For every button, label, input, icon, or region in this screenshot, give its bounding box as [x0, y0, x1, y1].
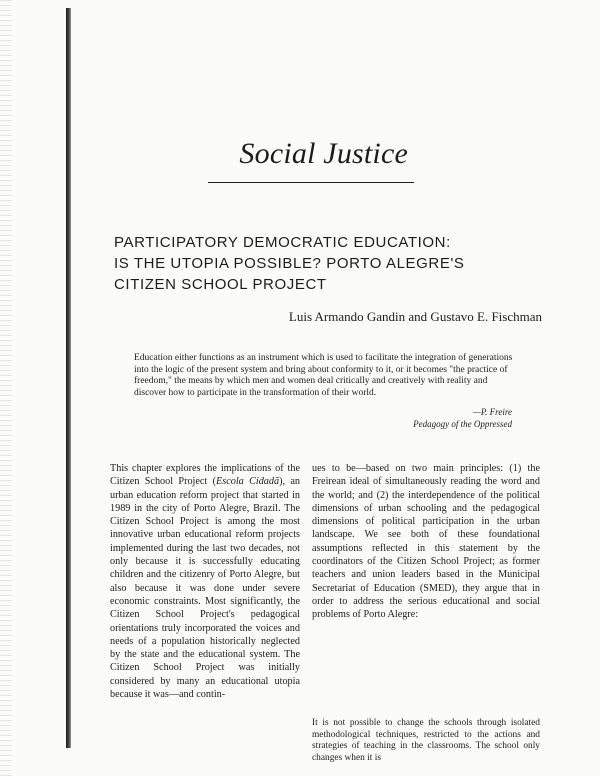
section-title: Social Justice	[239, 137, 408, 170]
epigraph-author: —P. Freire	[472, 407, 512, 417]
epigraph-attribution	[413, 406, 512, 430]
scan-edge-shadow	[0, 0, 12, 776]
body-left-text-2: ), an urban education reform project that started in 1989 in the city of Porto Alegre, Brazil. The Citizen School Project is among the most innovative urban educational reform projects implemented during the last two decades, not only because it is successfully educating children and the citizenry of Porto Alegre, but also because it was done under severe economic constraints. Most significantly, the Citizen School Project's pedagogical orientations truly incorporated the voices and needs of a population historically neglected by the state and the educational system. The Citizen School Project was initially considered by many an educational utopia because it was—and contin-	[110, 476, 300, 701]
body-left-text-1: This chapter explores the implications of the Citizen School Project (	[110, 463, 300, 488]
book-binding-edge	[66, 8, 71, 748]
epigraph-source: Pedagogy of the Oppressed	[413, 419, 512, 429]
article-title	[114, 232, 554, 295]
article-title-line-2: IS THE UTOPIA POSSIBLE? PORTO ALEGRE'S	[114, 255, 465, 272]
article-title-line-1: PARTICIPATORY DEMOCRATIC EDUCATION:	[114, 234, 451, 251]
body-left-italic-term: Escola Cidadã	[216, 476, 280, 488]
section-title-underline	[208, 182, 414, 183]
block-quote: It is not possible to change the schools through isolated methodological techniques, restricted to the actions and strategies of teaching in the classrooms. The school only changes when it is	[312, 718, 540, 764]
body-column-left	[110, 462, 300, 701]
epigraph-text: Education either functions as an instrument which is used to facilitate the integration of generations into the logic of the present system and bring about conformity to it, or it becomes "the practice of freedom," the means by which men and women deal critically and creatively with reality and discover how to participate in the transformation of their world.	[134, 353, 513, 398]
article-title-line-3: CITIZEN SCHOOL PROJECT	[114, 276, 327, 293]
body-column-right: ues to be—based on two main principles: (1) the Freirean ideal of simultaneously reading the word and the world; and (2) the interdependence of the political dimensions of urban schooling and the pedagogical dimensions of political participation in the urban landscape. We see both of these foundational assumptions reflected in this statement by the coordinators of the Citizen School Project; as former teachers and union leaders based in the Municipal Secretariat of Education (SMED), they argue that in order to address the serious educational and social problems of Porto Alegre:	[312, 463, 540, 621]
article-authors: Luis Armando Gandin and Gustavo E. Fischman	[288, 309, 542, 324]
